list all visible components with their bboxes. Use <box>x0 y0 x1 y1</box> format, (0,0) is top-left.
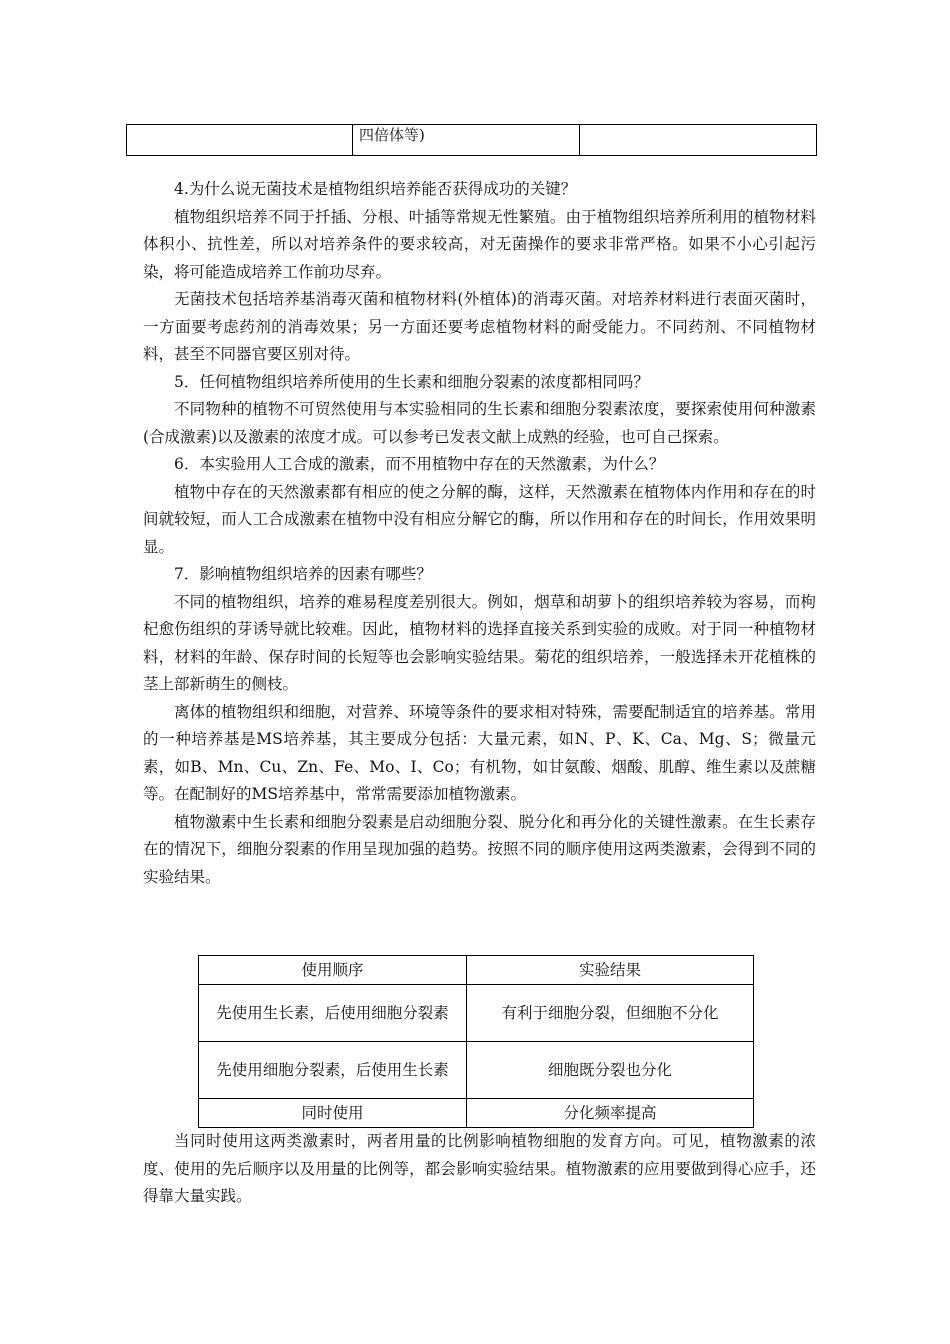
table-cell <box>580 125 817 156</box>
table-cell: 先使用细胞分裂素，后使用生长素 <box>199 1042 467 1099</box>
answer-4-paragraph-1: 植物组织培养不同于扦插、分根、叶插等常规无性繁殖。由于植物组织培养所利用的植物材料体积小、抗性差，所以对培养条件的要求较高，对无菌操作的要求非常严格。如果不小心引起污染，将可能造成培养工作前功尽弃。 <box>143 207 816 281</box>
table-cell <box>127 125 353 156</box>
answer-7-paragraph-1: 不同的植物组织，培养的难易程度差别很大。例如，烟草和胡萝卜的组织培养较为容易，而枸杞愈伤组织的芽诱导就比较难。因此，植物材料的选择直接关系到实验的成败。对于同一种植物材料，材料的年龄、保存时间的长短等也会影响实验结果。菊花的组织培养，一般选择未开花植株的茎上部新萌生的侧枝。 <box>143 592 816 693</box>
hormone-order-table <box>198 955 754 1128</box>
answer-5: 不同物种的植物不可贸然使用与本实验相同的生长素和细胞分裂素浓度，要探索使用何种激素(合成激素)以及激素的浓度才成。可以参考已发表文献上成熟的经验，也可自己探索。 <box>143 400 816 446</box>
question-4: 4.为什么说无菌技术是植物组织培养能否获得成功的关键？ <box>174 180 577 198</box>
table-row <box>199 1042 754 1099</box>
table-cell: 四倍体等) <box>353 125 580 156</box>
question-7: 7．影响植物组织培养的因素有哪些？ <box>174 565 432 583</box>
table-header-cell: 实验结果 <box>467 956 754 985</box>
table-cell: 同时使用 <box>199 1099 467 1128</box>
table-row <box>199 985 754 1042</box>
answer-7-paragraph-2: 离体的植物组织和细胞，对营养、环境等条件的要求相对特殊，需要配制适宜的培养基。常用的一种培养基是MS培养基，其主要成分包括：大量元素，如N、P、K、Ca、Mg、S；微量元素，如B、Mn、Cu、Zn、Fe、Mo、I、Co；有机物，如甘氨酸、烟酸、肌醇、维生素以及蔗糖等。在配制好的MS培养基中，常常需要添加植物激素。 <box>143 702 816 803</box>
table-cell: 分化频率提高 <box>467 1099 754 1128</box>
answer-4-paragraph-2: 无菌技术包括培养基消毒灭菌和植物材料(外植体)的消毒灭菌。对培养材料进行表面灭菌时，一方面要考虑药剂的消毒效果；另一方面还要考虑植物材料的耐受能力。不同药剂、不同植物材料，甚至不同器官要区别对待。 <box>143 290 816 363</box>
top-table-fragment <box>126 124 817 156</box>
table-cell: 细胞既分裂也分化 <box>467 1042 754 1099</box>
answer-6: 植物中存在的天然激素都有相应的使之分解的酶，这样，天然激素在植物体内作用和存在的时间就较短，而人工合成激素在植物中没有相应分解它的酶，所以作用和存在的时间长，作用效果明显。 <box>143 482 816 556</box>
table-row <box>127 125 817 156</box>
table-header-row <box>199 956 754 985</box>
question-5: 5．任何植物组织培养所使用的生长素和细胞分裂素的浓度都相同吗？ <box>174 372 649 391</box>
table-header-cell: 使用顺序 <box>199 956 467 985</box>
table-row <box>199 1099 754 1128</box>
closing-paragraph: 当同时使用这两类激素时，两者用量的比例影响植物细胞的发育方向。可见，植物激素的浓度、使用的先后顺序以及用量的比例等，都会影响实验结果。植物激素的应用要做到得心应手，还得靠大量实践。 <box>143 1132 816 1205</box>
answer-7-paragraph-3: 植物激素中生长素和细胞分裂素是启动细胞分裂、脱分化和再分化的关键性激素。在生长素存在的情况下，细胞分裂素的作用呈现加强的趋势。按照不同的顺序使用这两类激素，会得到不同的实验结果。 <box>143 812 816 886</box>
table-cell: 先使用生长素，后使用细胞分裂素 <box>199 985 467 1042</box>
question-6: 6．本实验用人工合成的激素，而不用植物中存在的天然激素，为什么？ <box>174 455 665 473</box>
closing-text <box>143 1128 816 1211</box>
table-cell: 有利于细胞分裂，但细胞不分化 <box>467 985 754 1042</box>
body-text <box>143 176 816 891</box>
